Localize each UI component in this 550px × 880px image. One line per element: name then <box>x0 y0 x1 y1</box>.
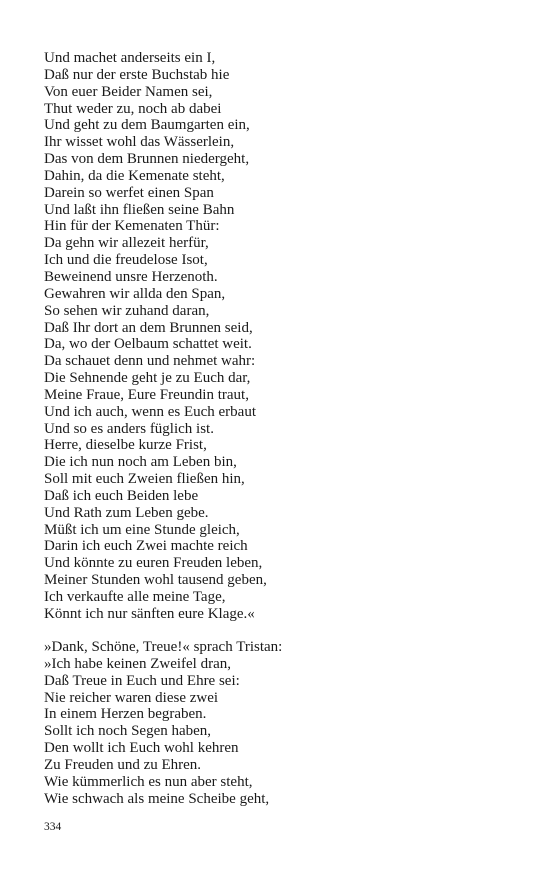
verse-line: Da, wo der Oelbaum schattet weit. <box>44 336 252 353</box>
verse-line: Und könnte zu euren Freuden leben, <box>44 555 263 572</box>
verse-line: Den wollt ich Euch wohl kehren <box>44 740 239 757</box>
verse-line: Wie schwach als meine Scheibe geht, <box>44 790 270 807</box>
verse-line: Daß Ihr dort an dem Brunnen seid, <box>44 319 253 336</box>
verse-line: Hin für der Kemenaten Thür: <box>44 218 220 235</box>
verse-line: Die ich nun noch am Leben bin, <box>44 454 237 471</box>
verse-line: Meine Fraue, Eure Freundin traut, <box>44 386 249 403</box>
verse-line: Und ich auch, wenn es Euch erbaut <box>44 403 257 420</box>
verse-line: Beweinend unsre Herzenoth. <box>44 268 218 285</box>
verse-line: Von euer Beider Namen sei, <box>44 83 213 100</box>
verse-line: Darin ich euch Zwei machte reich <box>44 538 248 555</box>
verse-line: Da schauet denn und nehmet wahr: <box>44 353 256 370</box>
verse-line: Thut weder zu, noch ab dabei <box>44 100 222 117</box>
verse-line: Und laßt ihn fließen seine Bahn <box>44 201 235 218</box>
verse-line: Sollt ich noch Segen haben, <box>44 723 212 740</box>
verse-line: Meiner Stunden wohl tausend geben, <box>44 572 267 589</box>
verse-line: Könnt ich nur sänften eure Klage.« <box>44 605 255 622</box>
verse-line: Und Rath zum Leben gebe. <box>44 504 209 521</box>
verse-line: Nie reicher waren diese zwei <box>44 689 219 706</box>
verse-line: Die Sehnende geht je zu Euch dar, <box>44 370 251 387</box>
verse-line: Ich verkaufte alle meine Tage, <box>44 589 226 605</box>
verse-line: Das von dem Brunnen niedergeht, <box>44 151 250 168</box>
verse-line: Daß Treue in Euch und Ehre sei: <box>44 672 240 689</box>
verse-line: So sehen wir zuhand daran, <box>44 302 210 319</box>
verse-line: Gewahren wir allda den Span, <box>44 285 226 302</box>
verse-line: Dahin, da die Kemenate steht, <box>44 167 225 184</box>
verse-stanza-2 <box>44 639 282 807</box>
verse-line: Wie kümmerlich es nun aber steht, <box>44 773 253 790</box>
verse-line: Daß ich euch Beiden lebe <box>44 487 199 504</box>
verse-stanza-1 <box>44 50 267 623</box>
page-number: 334 <box>44 821 62 833</box>
verse-line: »Ich habe keinen Zweifel dran, <box>44 655 231 672</box>
verse-line: Und so es anders füglich ist. <box>44 420 214 437</box>
verse-line: Müßt ich um eine Stunde gleich, <box>44 521 240 538</box>
verse-line: Da gehn wir allezeit herfür, <box>44 235 209 252</box>
verse-line: Und geht zu dem Baumgarten ein, <box>44 117 250 134</box>
verse-line: Und machet anderseits ein I, <box>44 50 216 66</box>
verse-line: Zu Freuden und zu Ehren. <box>44 756 202 773</box>
verse-line: Soll mit euch Zweien fließen hin, <box>44 471 245 488</box>
verse-line: Darein so werfet einen Span <box>44 184 214 201</box>
verse-line: Ich und die freudelose Isot, <box>44 252 208 269</box>
verse-line: In einem Herzen begraben. <box>44 706 207 723</box>
verse-line: Ihr wisset wohl das Wässerlein, <box>44 134 235 151</box>
verse-line: »Dank, Schöne, Treue!« sprach Tristan: <box>44 639 283 655</box>
verse-line: Herre, dieselbe kurze Frist, <box>44 437 207 454</box>
verse-line: Daß nur der erste Buchstab hie <box>44 66 230 83</box>
